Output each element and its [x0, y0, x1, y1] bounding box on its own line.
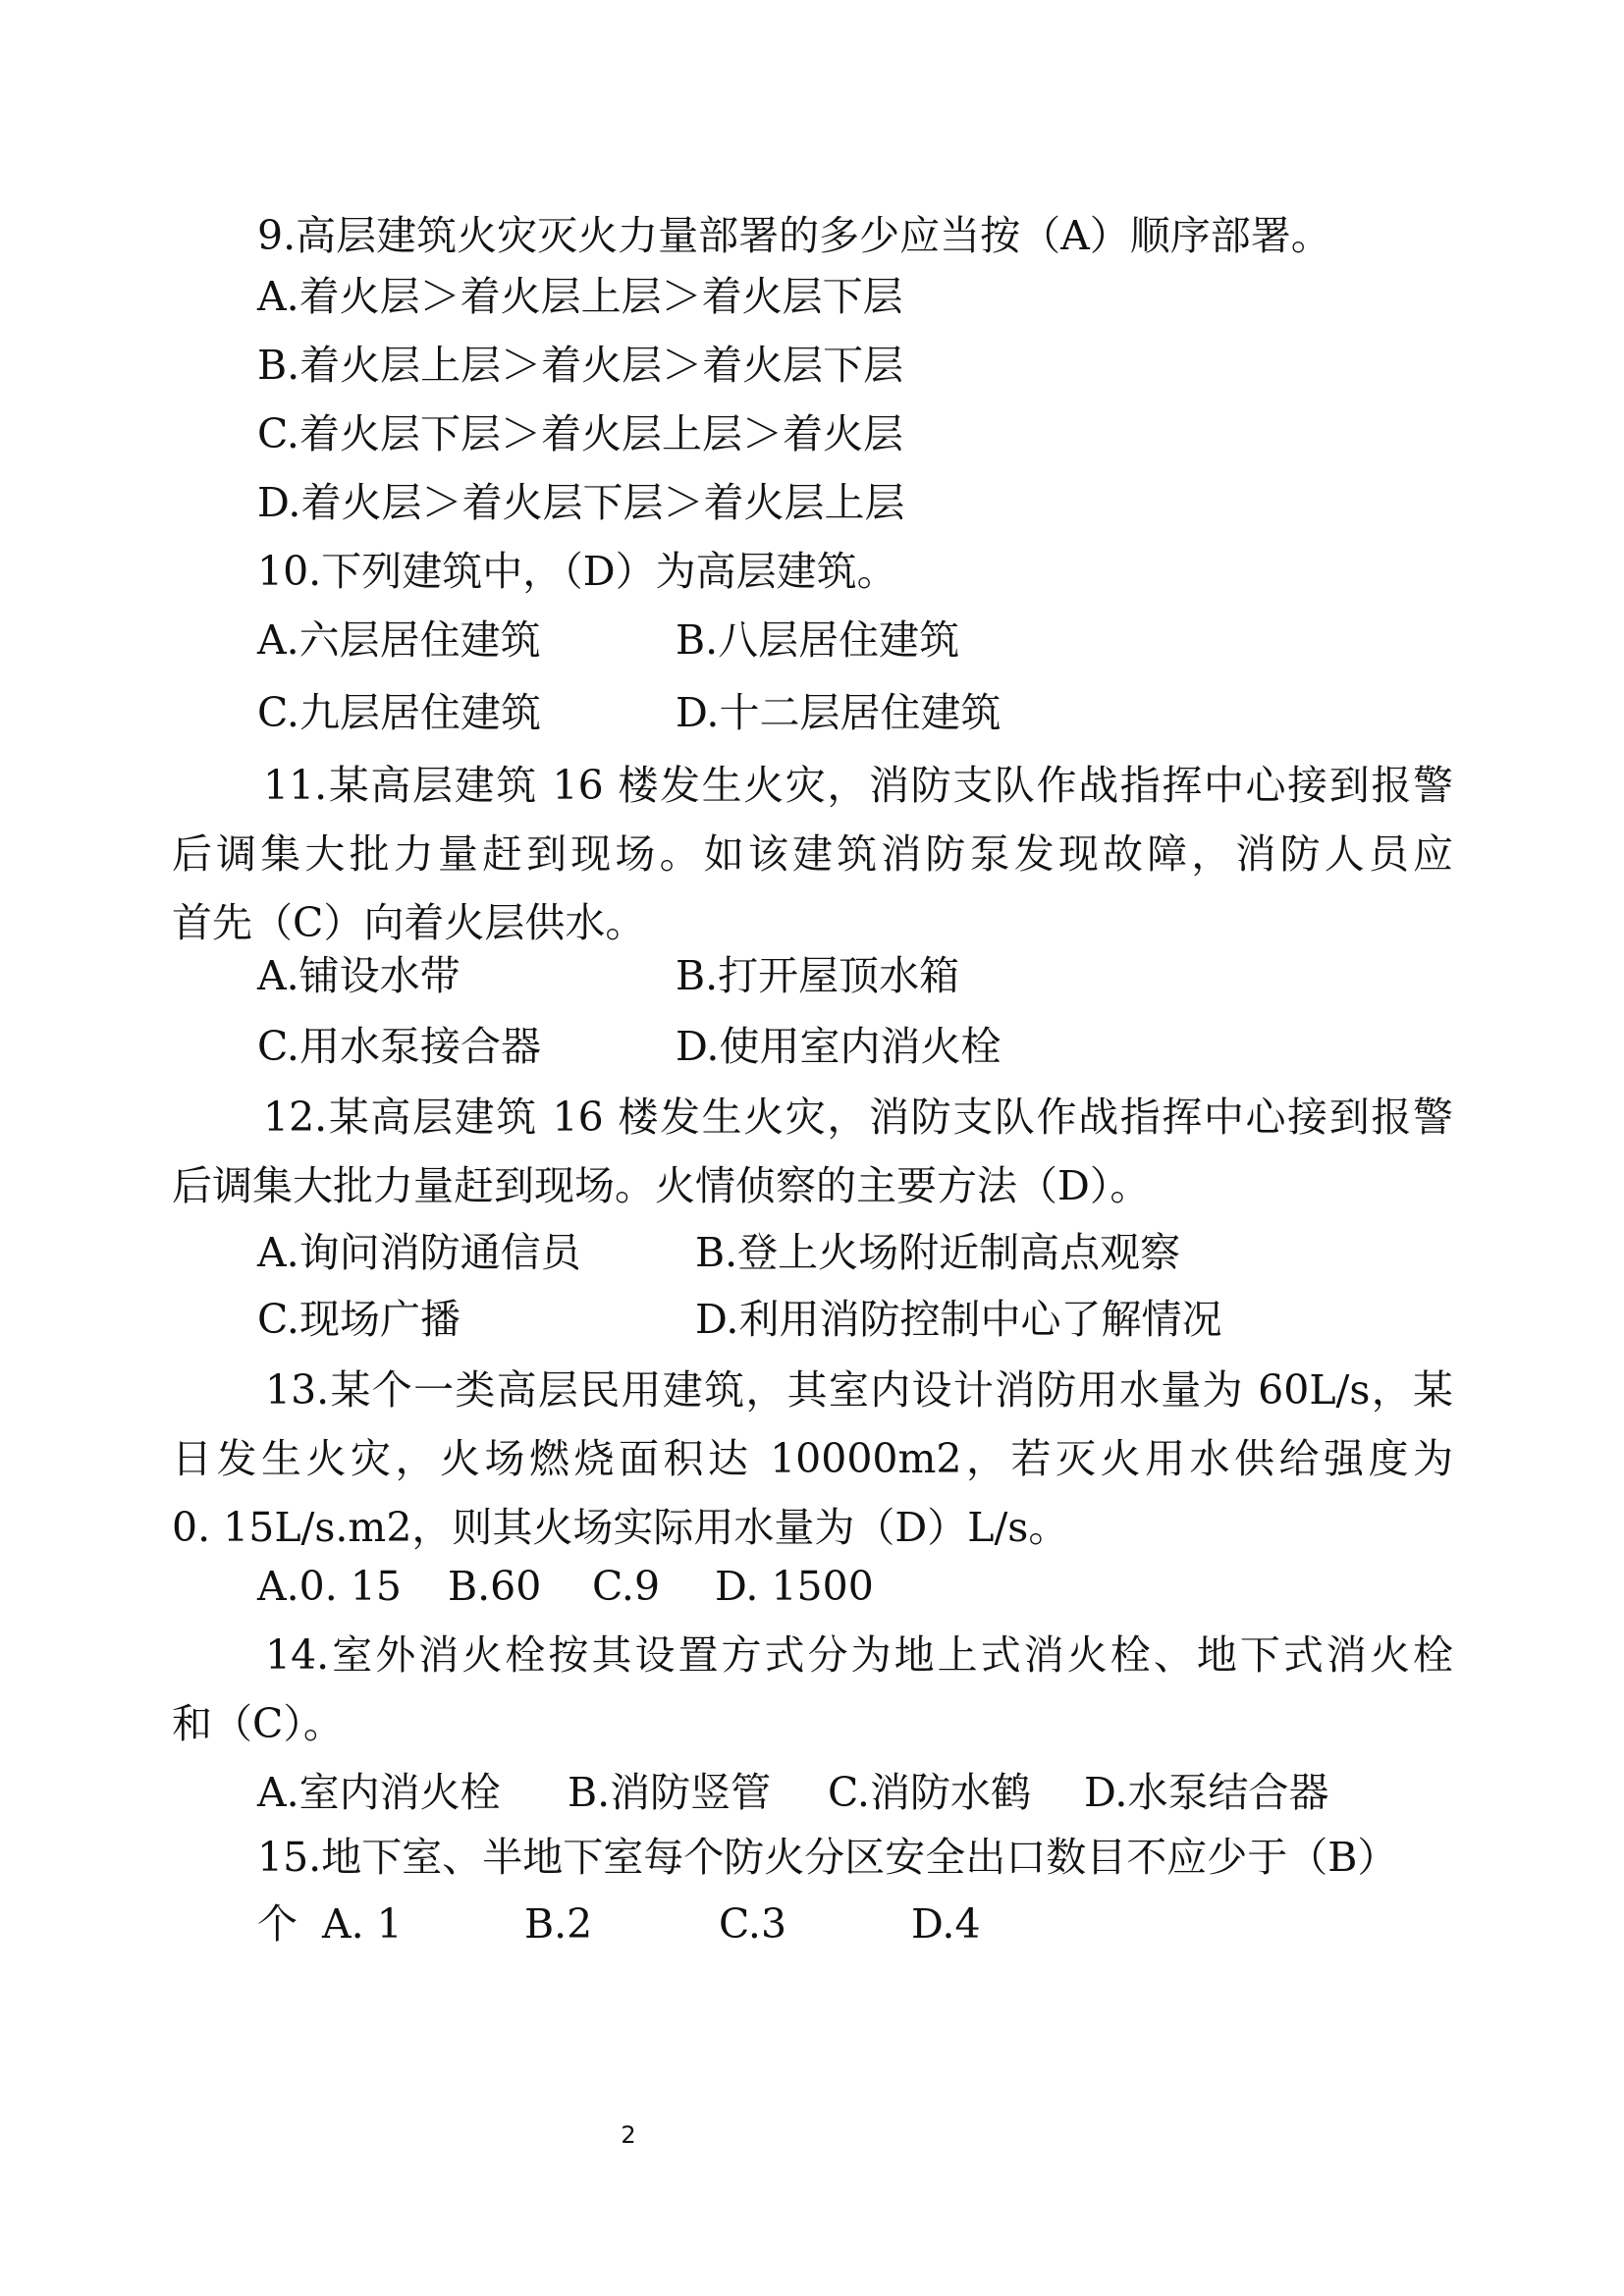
- question-14-option-c: C.消防水鹤: [828, 1769, 1031, 1816]
- question-10-options-row-1: [0, 614, 1624, 666]
- question-10-option-a: A.六层居住建筑: [257, 616, 541, 664]
- question-11-stem-line-3: 首先（C）向着火层供水。: [172, 899, 646, 946]
- question-10-options-row-2: [0, 687, 1624, 738]
- question-10-option-b: B.八层居住建筑: [676, 616, 960, 664]
- question-11-option-d: D.使用室内消火栓: [676, 1023, 1001, 1070]
- question-11-options-row-2: [0, 1021, 1624, 1072]
- question-12-option-a: A.询问消防通信员: [257, 1229, 581, 1276]
- question-15-stem: 15.地下室、半地下室每个防火分区安全出口数目不应少于（B）: [257, 1834, 1398, 1881]
- question-15-option-a: A. 1: [322, 1900, 403, 1948]
- question-15-option-prefix: 个: [257, 1900, 298, 1948]
- question-13-option-d: D. 1500: [715, 1563, 874, 1610]
- question-14-stem-line-2: 和（C）。: [172, 1700, 344, 1747]
- question-10-option-d: D.十二层居住建筑: [676, 689, 1001, 736]
- question-14-stem-line-1: 14.室外消火栓按其设置方式分为地上式消火栓、地下式消火栓: [265, 1631, 1453, 1679]
- question-12-option-b: B.登上火场附近制高点观察: [695, 1229, 1181, 1276]
- question-9-option-c: C.着火层下层＞着火层上层＞着火层: [257, 410, 903, 457]
- question-13-options-row: [0, 1561, 1624, 1612]
- question-11-option-a: A.铺设水带: [257, 952, 460, 999]
- question-13-option-a: A.0. 15: [257, 1563, 402, 1610]
- question-12-stem-line-2: 后调集大批力量赶到现场。火情侦察的主要方法（D）。: [172, 1162, 1151, 1209]
- question-12-option-d: D.利用消防控制中心了解情况: [695, 1296, 1222, 1343]
- question-12-options-row-2: [0, 1294, 1624, 1345]
- question-14-option-b: B.消防竖管: [568, 1769, 772, 1816]
- question-15-option-d: D.4: [911, 1900, 981, 1948]
- question-11-options-row-1: [0, 950, 1624, 1001]
- question-13-option-b: B.60: [448, 1563, 542, 1610]
- question-11-stem-line-1: 11.某高层建筑 16 楼发生火灾，消防支队作战指挥中心接到报警: [263, 762, 1453, 809]
- question-15-options-row: [0, 1898, 1624, 1949]
- question-9-stem: 9.高层建筑火灾灭火力量部署的多少应当按（A）顺序部署。: [257, 212, 1331, 259]
- question-14-options-row: [0, 1767, 1624, 1818]
- question-14-option-d: D.水泵结合器: [1084, 1769, 1329, 1816]
- question-11-option-b: B.打开屋顶水箱: [676, 952, 960, 999]
- question-12-options-row-1: [0, 1227, 1624, 1278]
- question-9-option-b: B.着火层上层＞着火层＞着火层下层: [257, 342, 904, 389]
- question-15-option-c: C.3: [719, 1900, 787, 1948]
- question-10-option-c: C.九层居住建筑: [257, 689, 541, 736]
- question-13-option-c: C.9: [592, 1563, 661, 1610]
- question-12-option-c: C.现场广播: [257, 1296, 460, 1343]
- page-number: 2: [621, 2121, 636, 2149]
- question-13-stem-line-3: 0. 15L/s.m2，则其火场实际用水量为（D）L/s。: [172, 1504, 1069, 1551]
- question-11-option-c: C.用水泵接合器: [257, 1023, 541, 1070]
- question-14-option-a: A.室内消火栓: [257, 1769, 501, 1816]
- question-9-option-a: A.着火层＞着火层上层＞着火层下层: [257, 273, 903, 320]
- question-15-option-b: B.2: [524, 1900, 593, 1948]
- question-12-stem-line-1: 12.某高层建筑 16 楼发生火灾，消防支队作战指挥中心接到报警: [263, 1094, 1453, 1141]
- question-10-stem: 10.下列建筑中，（D）为高层建筑。: [257, 548, 897, 595]
- question-9-option-d: D.着火层＞着火层下层＞着火层上层: [257, 479, 905, 526]
- question-13-stem-line-2: 日发生火灾，火场燃烧面积达 10000m2，若灭火用水供给强度为: [172, 1435, 1453, 1482]
- question-13-stem-line-1: 13.某个一类高层民用建筑，其室内设计消防用水量为 60L/s，某: [265, 1366, 1453, 1414]
- question-11-stem-line-2: 后调集大批力量赶到现场。如该建筑消防泵发现故障，消防人员应: [172, 830, 1453, 878]
